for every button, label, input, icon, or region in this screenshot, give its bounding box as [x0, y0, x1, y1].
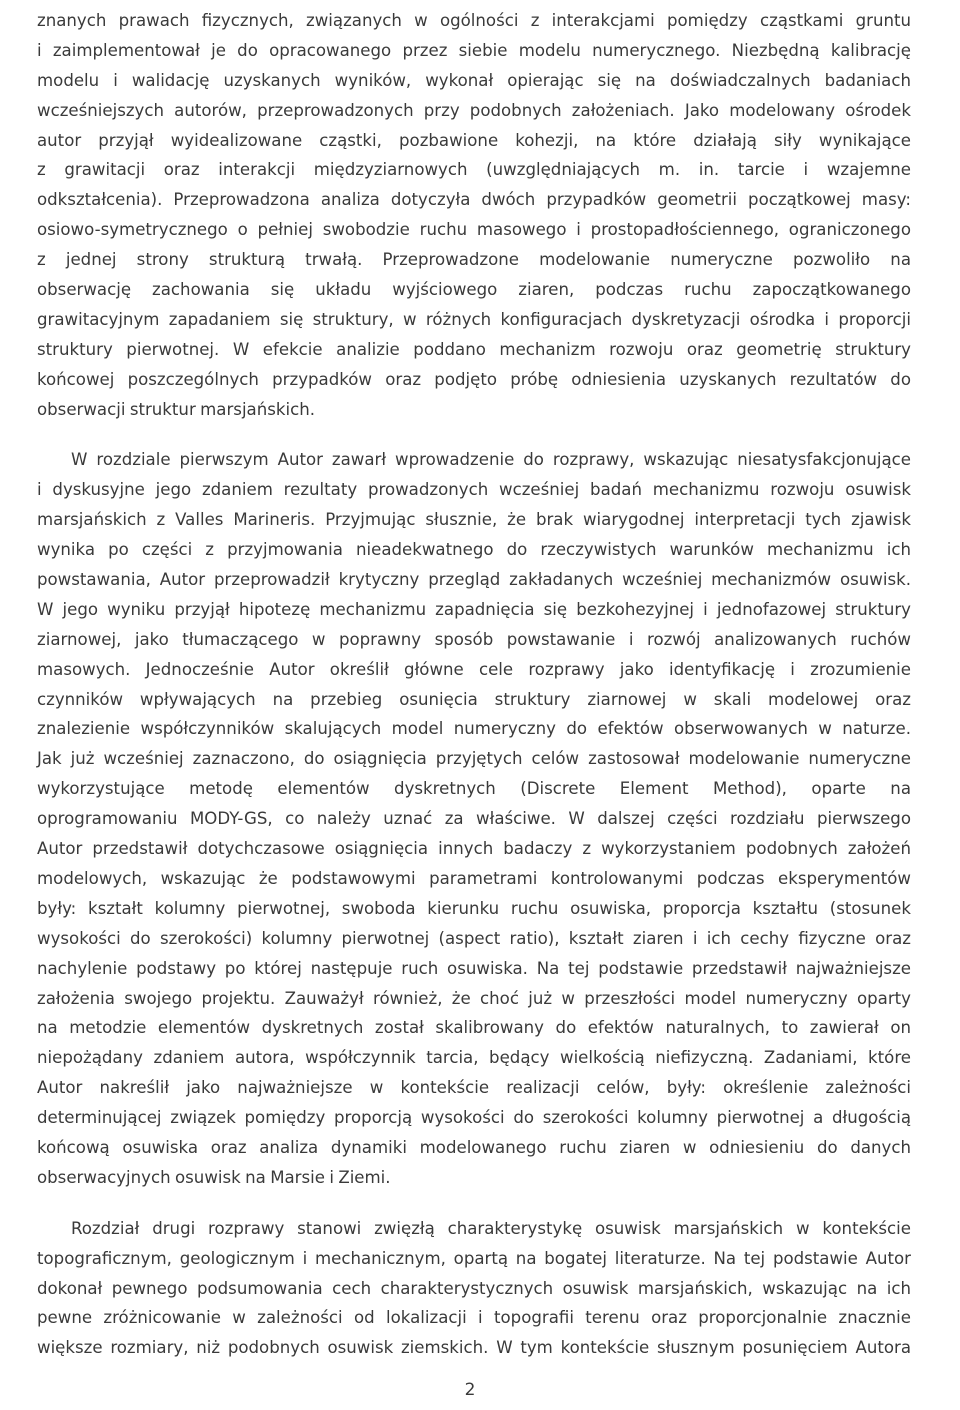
text-line: oprogramowaniu MODY-GS, co należy uznać za właściwe. W dalszej części rozdziału pierwszego — [37, 809, 911, 829]
text-line: obserwację zachowania się układu wyjściowego ziaren, podczas ruchu zapoczątkowanego — [37, 280, 911, 300]
text-line: determinującej związek pomiędzy proporcją wysokości do szerokości kolumny pierwotnej a długością — [37, 1108, 911, 1128]
text-line: wcześniejszych autorów, przeprowadzonych przy podobnych założeniach. Jako modelowany ośrodek — [37, 100, 911, 120]
text-line: niepożądany zdaniem autora, współczynnik tarcia, będący wielkością niefizyczną. Zadaniami, które — [37, 1048, 911, 1068]
text-line: i dyskusyjne jego zdaniem rezultaty prowadzonych wcześniej badań mechanizmu rozwoju osuwisk — [37, 480, 911, 500]
text-line: na metodzie elementów dyskretnych został skalibrowany do efektów naturalnych, to zawierał on — [37, 1018, 911, 1038]
text-line: Autor nakreślił jako najważniejsze w kontekście realizacji celów, były: określenie zależności — [37, 1078, 911, 1098]
page-number: 2 — [464, 1380, 476, 1400]
text-line: wysokości do szerokości) kolumny pierwotnej (aspect ratio), kształt ziaren i ich cechy fizyczne oraz — [37, 928, 911, 948]
text-line: powstawania, Autor przeprowadził krytyczny przegląd zakładanych wcześniej mechanizmów osuwisk. — [37, 570, 911, 590]
text-line: obserwacji struktur marsjańskich. — [37, 399, 316, 419]
text-line: odkształcenia). Przeprowadzona analiza dotyczyła dwóch przypadków geometrii początkowej masy: — [37, 190, 911, 210]
text-line: struktury pierwotnej. W efekcie analizie poddano mechanizm rozwoju oraz geometrię struktury — [37, 339, 911, 359]
text-line: czynników wpływających na przebieg osunięcia struktury ziarnowej w skali modelowej oraz — [37, 689, 911, 709]
text-line: ziarnowej, jako tłumaczącego w poprawny sposób powstawanie i rozwój analizowanych ruchów — [37, 629, 911, 649]
text-line: z jednej strony strukturą trwałą. Przeprowadzone modelowanie numeryczne pozwoliło na — [37, 250, 911, 270]
text-line: marsjańskich z Valles Marineris. Przyjmując słusznie, że brak wiarygodnej interpretacji tych zjawisk — [37, 510, 911, 530]
text-line: znanych prawach fizycznych, związanych w ogólności z interakcjami pomiędzy cząstkami gruntu — [37, 11, 911, 30]
text-line: modelowych, wskazując że podstawowymi parametrami kontrolowanymi podczas eksperymentów — [37, 868, 911, 888]
paragraph-first-line: W rozdziale pierwszym Autor zawarł wprowadzenie do rozprawy, wskazując niesatysfakcjonujące — [71, 450, 911, 470]
text-line: grawitacyjnym zapadaniem się struktury, w różnych konfiguracjach dyskretyzacji ośrodka i proporcji — [37, 309, 911, 329]
body-text — [37, 6, 911, 1363]
text-line: znalezienie współczynników skalujących model numeryczny do efektów obserwowanych w naturze. — [37, 719, 911, 739]
text-line: nachylenie podstawy po której następuje ruch osuwiska. Na tej podstawie przedstawił najważniejsze — [37, 958, 911, 978]
text-line: większe rozmiary, niż podobnych osuwisk ziemskich. W tym kontekście słusznym posunięciem Autora — [37, 1338, 911, 1358]
text-line: obserwacyjnych osuwisk na Marsie i Ziemi. — [37, 1167, 391, 1187]
text-line: autor przyjął wyidealizowane cząstki, pozbawione kohezji, na które działają siły wynikające — [37, 130, 911, 150]
text-line: Autor przedstawił dotychczasowe osiągnięcia innych badaczy z wykorzystaniem podobnych założeń — [37, 839, 911, 859]
text-line: i zaimplementował je do opracowanego przez siebie modelu numerycznego. Niezbędną kalibrację — [37, 40, 911, 60]
text-line: z grawitacji oraz interakcji międzyziarnowych (uwzględniających m. in. tarcie i wzajemne — [37, 160, 911, 180]
text-line: pewne zróżnicowanie w zależności od lokalizacji i topografii terenu oraz proporcjonalnie znacznie — [37, 1308, 911, 1328]
text-line: były: kształt kolumny pierwotnej, swoboda kierunku ruchu osuwiska, proporcja kształtu (stosunek — [37, 898, 911, 918]
text-line: W jego wyniku przyjął hipotezę mechanizmu zapadnięcia się bezkohezyjnej i jednofazowej struktury — [37, 599, 911, 619]
text-line: Jak już wcześniej zaznaczono, do osiągnięcia przyjętych celów zastosował modelowanie numeryczne — [37, 749, 911, 769]
text-line: końcową osuwiska oraz analiza dynamiki modelowanego ruchu ziaren w odniesieniu do danych — [37, 1137, 911, 1157]
text-line: modelu i walidację uzyskanych wyników, wykonał opierając się na doświadczalnych badaniach — [37, 70, 911, 90]
text-line: założenia swojego projektu. Zauważył również, że choć już w przeszłości model numeryczny oparty — [37, 988, 911, 1008]
paragraph-first-line: Rozdział drugi rozprawy stanowi zwięzłą charakterystykę osuwisk marsjańskich w kontekście — [71, 1218, 911, 1238]
text-line: wynika po części z przyjmowania nieadekwatnego do rzeczywistych warunków mechanizmu ich — [37, 540, 911, 560]
text-line: końcowej poszczególnych przypadków oraz podjęto próbę odniesienia uzyskanych rezultatów do — [37, 369, 911, 389]
text-line: masowych. Jednocześnie Autor określił główne cele rozprawy jako identyfikację i zrozumienie — [37, 659, 911, 679]
text-line: dokonał pewnego podsumowania cech charakterystycznych osuwisk marsjańskich, wskazując na ich — [37, 1278, 911, 1298]
text-line: topograficznym, geologicznym i mechanicznym, opartą na bogatej literaturze. Na tej podstawie Autor — [37, 1248, 911, 1268]
text-line: wykorzystujące metodę elementów dyskretnych (Discrete Element Method), oparte na — [37, 779, 911, 799]
text-line: osiowo-symetrycznego o pełniej swobodzie ruchu masowego i prostopadłościennego, ograniczonego — [37, 220, 911, 240]
